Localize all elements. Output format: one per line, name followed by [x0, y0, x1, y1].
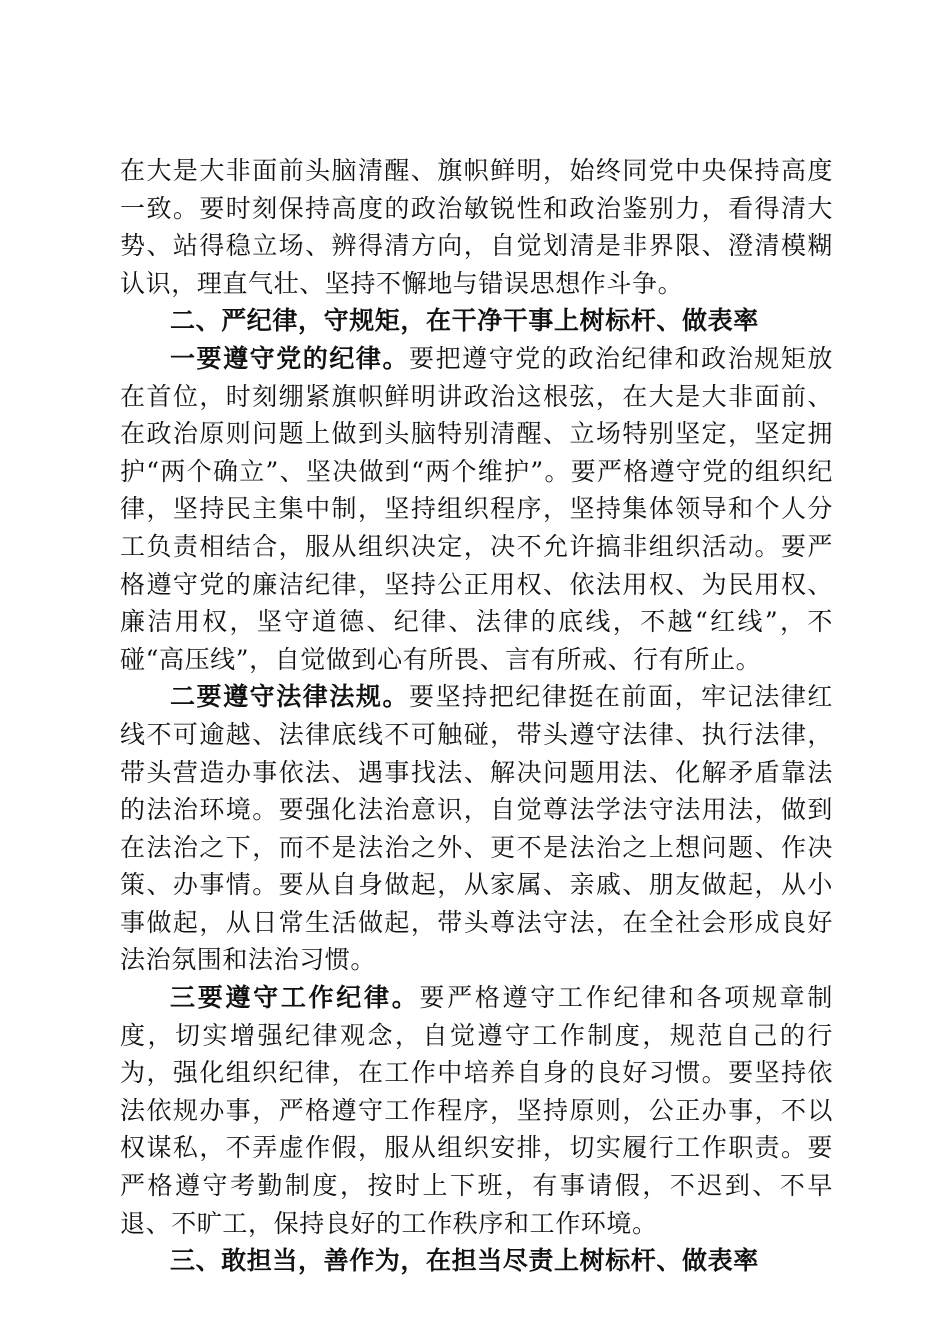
section-heading-3 [120, 1242, 833, 1280]
paragraph-laws [120, 678, 833, 979]
paragraph-text: 要坚持把纪律挺在前面，牢记法律红线不可逾越、法律底线不可触碰，带头遵守法律、执行法律，带头营造办事依法、遇事找法、解决问题用法、化解矛盾靠法的法治环境。要强化法治意识，自觉尊法学法守法用法，做到在法治之下，而不是法治之外、更不是法治之上想问题、作决策、办事情。要从自身做起，从家属、亲戚、朋友做起，从小事做起，从日常生活做起，带头尊法守法，在全社会形成良好法治氛围和法治习惯。 [120, 682, 833, 975]
paragraph-party-discipline [120, 340, 833, 678]
paragraph-text: 在大是大非面前头脑清醒、旗帜鲜明，始终同党中央保持高度一致。要时刻保持高度的政治敏锐性和政治鉴别力，看得清大势、站得稳立场、辨得清方向，自觉划清是非界限、澄清模糊认识，理直气壮、坚持不懈地与错误思想作斗争。 [120, 156, 833, 298]
paragraph-lead: 三要遵守工作纪律。 [170, 983, 420, 1013]
heading-text: 三、敢担当，善作为，在担当尽责上树标杆、做表率 [170, 1246, 759, 1276]
paragraph-text: 要严格遵守工作纪律和各项规章制度，切实增强纪律观念，自觉遵守工作制度，规范自己的行为，强化组织纪律，在工作中培养自身的良好习惯。要坚持依法依规办事，严格遵守工作程序，坚持原则，公正办事，不以权谋私，不弄虚作假，服从组织安排，切实履行工作职责。要严格遵守考勤制度，按时上下班，有事请假，不迟到、不早退、不旷工，保持良好的工作秩序和工作环境。 [120, 983, 833, 1238]
document-body [120, 152, 833, 1280]
paragraph-continuation [120, 152, 833, 302]
heading-text: 二、严纪律，守规矩，在干净干事上树标杆、做表率 [170, 306, 759, 336]
paragraph-work-discipline [120, 979, 833, 1242]
paragraph-lead: 二要遵守法律法规。 [170, 682, 410, 712]
paragraph-text: 要把遵守党的政治纪律和政治规矩放在首位，时刻绷紧旗帜鲜明讲政治这根弦，在大是大非面前、在政治原则问题上做到头脑特别清醒、立场特别坚定，坚定拥护“两个确立”、坚决做到“两个维护”。要严格遵守党的组织纪律，坚持民主集中制，坚持组织程序，坚持集体领导和个人分工负责相结合，服从组织决定，决不允许搞非组织活动。要严格遵守党的廉洁纪律，坚持公正用权、依法用权、为民用权、廉洁用权，坚守道德、纪律、法律的底线，不越“红线”，不碰“高压线”，自觉做到心有所畏、言有所戒、行有所止。 [120, 343, 833, 674]
section-heading-2 [120, 302, 833, 340]
paragraph-lead: 一要遵守党的纪律。 [170, 343, 410, 373]
